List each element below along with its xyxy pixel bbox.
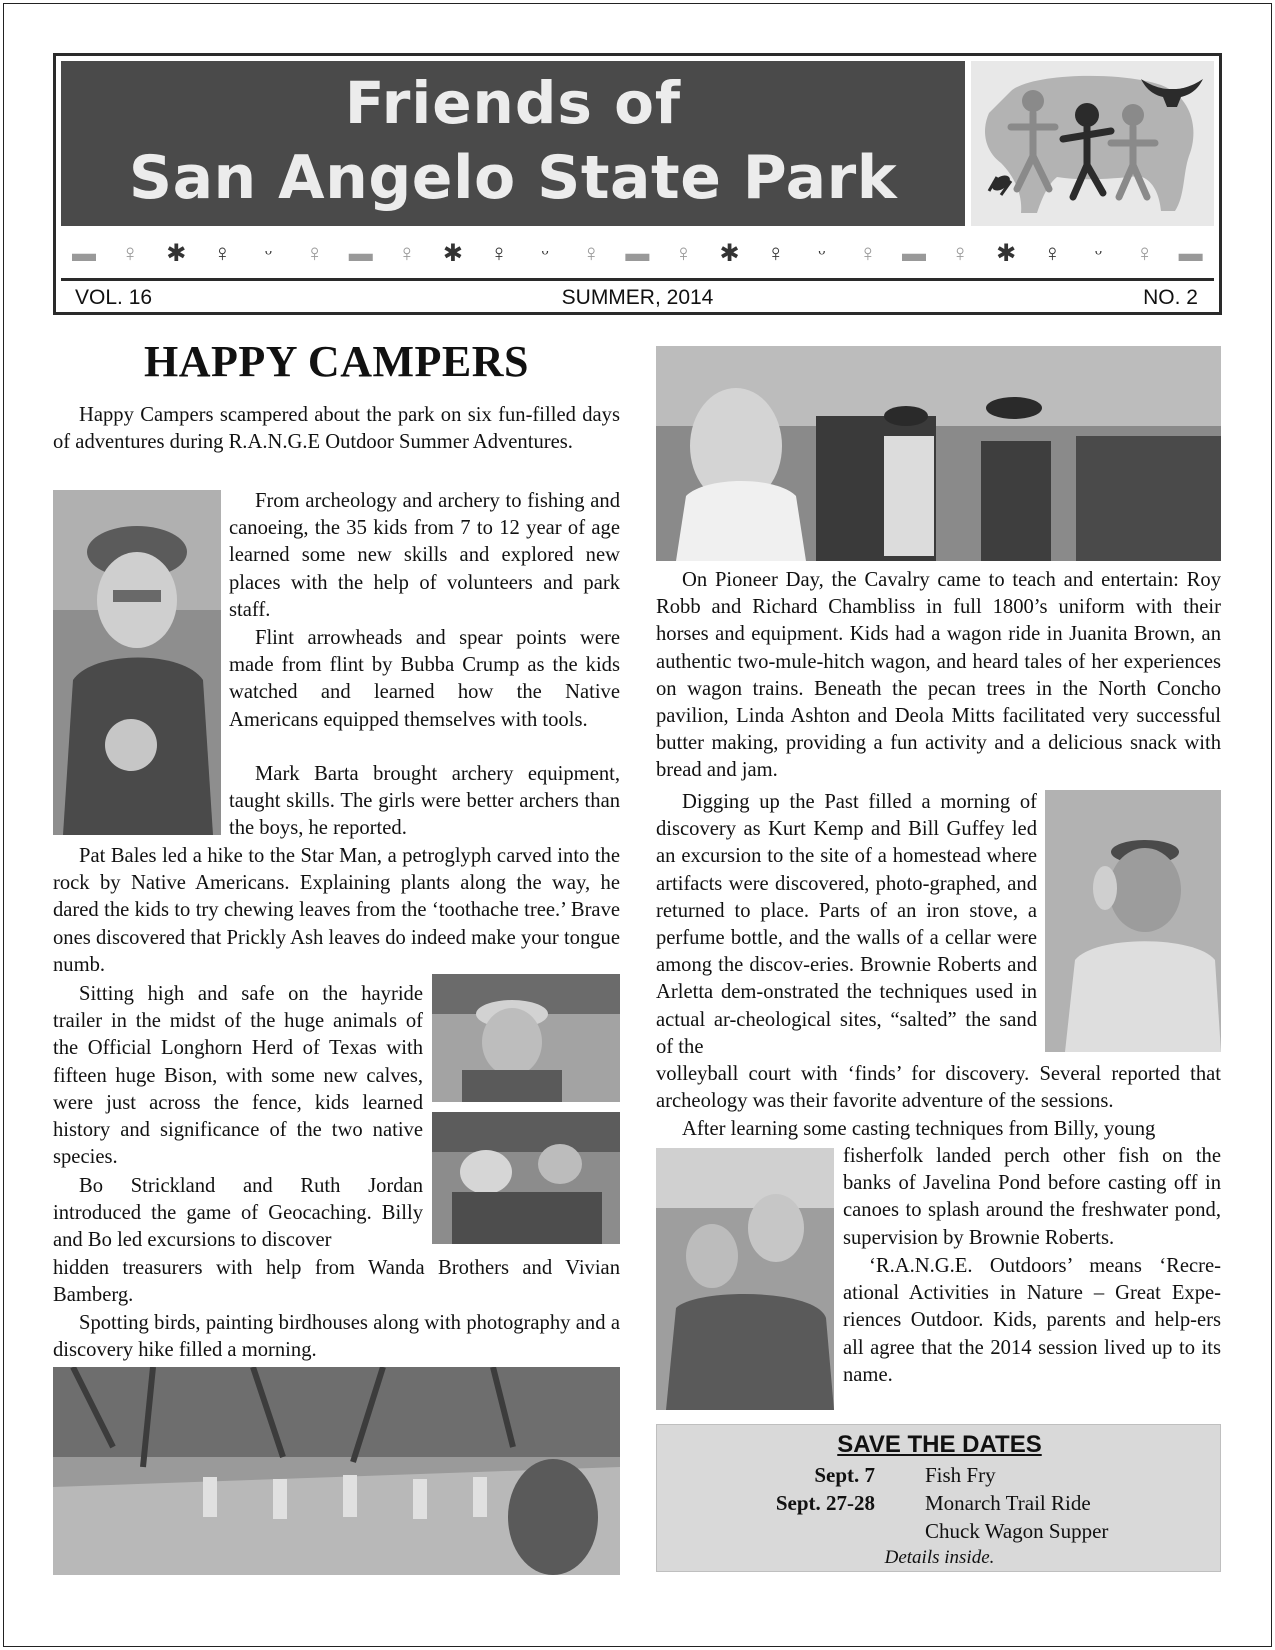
stick-figure-icon: ♀ — [674, 241, 693, 267]
col2-paragraph-3b: fisherfolk landed perch other fish on the banks of Javelina Pond before casting off in canoes to splash around the freshwater pond, supervision by Brownie Roberts. — [843, 1145, 1221, 1249]
stick-figure-icon: ♀ — [1135, 241, 1154, 267]
col1-paragraph-3: Flint arrowheads and spear points were made from flint by Bubba Crump as the kids watched and learned how the Native Americans equipped themselves with tools. — [229, 627, 620, 731]
article-headline: HAPPY CAMPERS — [144, 337, 529, 386]
stick-figure-icon: ♀ — [1043, 241, 1062, 267]
issue-info-bar — [61, 278, 1214, 312]
title-band — [61, 61, 965, 226]
save-the-dates-box — [656, 1424, 1221, 1572]
stick-figure-icon: ♀ — [305, 241, 324, 267]
event-date: Sept. 7 — [814, 1463, 875, 1487]
newsletter-title-line2: San Angelo State Park — [128, 143, 898, 213]
petroglyph-logo-art — [971, 61, 1214, 226]
petroglyph-symbol-strip — [61, 230, 1214, 278]
event-row — [657, 1491, 1222, 1519]
col1-paragraph-2: From archeology and archery to fishing and canoeing, the 35 kids from 7 to 12 year of age learned some new skills and explored new places with the help of volunteers and park staff. — [229, 490, 620, 621]
longhorn-icon: ᵕ — [541, 241, 549, 267]
photo-cavalry-pioneer-day — [656, 346, 1221, 561]
stick-figure-icon: ♀ — [121, 241, 140, 267]
col1-paragraph-6: Sitting high and safe on the hayride trailer in the midst of the huge animals of the Official Longhorn Herd of Texas with fifteen huge Bison, with some new calves, were just across the fence, kids learned history and significance of the two native species. — [53, 983, 423, 1169]
col2-paragraph-4: ‘R.A.N.G.E. Outdoors’ means ‘Recre-ational Activities in Nature – Great Expe-riences Outdoor. Kids, parents and help-ers all agree that the 2014 session lived up to its name. — [843, 1255, 1221, 1386]
save-the-dates-title: SAVE THE DATES — [837, 1431, 1042, 1458]
bison-icon: ▬ — [1178, 241, 1203, 267]
col1-paragraph-5: Pat Bales led a hike to the Star Man, a petroglyph carved into the rock by Native Americans. Explaining plants along the way, he dared the kids to try chewing leaves from the ‘toothache tree.’ Brave ones discovered that Prickly Ash leaves do indeed make your tongue numb. — [53, 845, 620, 976]
col1-paragraph-7a: Bo Strickland and Ruth Jordan introduced the game of Geocaching. Billy and Bo led excursions to discover — [53, 1175, 423, 1252]
newsletter-title-line1: Friends of — [344, 69, 682, 137]
details-note: Details inside. — [884, 1547, 995, 1568]
issue-date: SUMMER, 2014 — [561, 286, 714, 309]
col1-paragraph-8: Spotting birds, painting birdhouses along with photography and a discovery hike filled a morning. — [53, 1312, 620, 1362]
photo-man-holding-artifact — [1045, 790, 1221, 1052]
event-name: Fish Fry — [925, 1463, 996, 1487]
event-name: Chuck Wagon Supper — [925, 1519, 1109, 1543]
photo-boy-on-hayride — [432, 974, 620, 1102]
col2-paragraph-3a: After learning some casting techniques from Billy, young — [682, 1118, 1156, 1140]
col1-paragraph-1: Happy Campers scampered about the park on six fun-filled days of adventures during R.A.N.G.E Outdoor Summer Adventures. — [53, 404, 620, 454]
bison-icon: ▬ — [625, 241, 650, 267]
petroglyph-logo — [971, 61, 1214, 226]
longhorn-icon: ᵕ — [818, 241, 826, 267]
volume-label: VOL. 16 — [75, 286, 153, 309]
stick-figure-icon: ♀ — [766, 241, 785, 267]
photo-discovery-hike — [53, 1367, 620, 1575]
issue-number: NO. 2 — [1143, 286, 1198, 309]
bison-icon: ▬ — [72, 241, 97, 267]
lizard-icon — [989, 172, 1013, 195]
bison-icon: ▬ — [348, 241, 373, 267]
photo-kids-geocaching — [432, 1112, 620, 1244]
masthead — [53, 53, 1222, 315]
col2-paragraph-1: On Pioneer Day, the Cavalry came to teach and entertain: Roy Robb and Richard Chambliss in full 1800’s uniform with their horses and equipment. Kids had a wagon ride in Juanita Brown, an authentic two-mule-hitch wagon, and heard tales of her experiences on wagon trains. Beneath the pecan trees in the North Concho pavilion, Linda Ashton and Deola Mitts facilitated very successful butter making, providing a fun activity and a delicious snack with bread and jam. — [656, 569, 1221, 782]
lizard-icon: ✱ — [996, 241, 1017, 267]
bison-icon: ▬ — [902, 241, 927, 267]
stick-figure-icon: ♀ — [213, 241, 232, 267]
stick-figure-icon: ♀ — [582, 241, 601, 267]
longhorn-icon: ᵕ — [265, 241, 272, 267]
stick-figure-icon: ♀ — [858, 241, 877, 267]
event-row — [657, 1519, 1222, 1547]
col2-paragraph-2a: Digging up the Past filled a morning of discovery as Kurt Kemp and Bill Guffey led an excursion to the site of a homestead where artifacts were discovered, photo-graphed, and returned to place. Parts of an iron stove, a perfume bottle, and the walls of a cellar were among the discov-eries. Brownie Roberts and Arletta dem-onstrated the techniques used in actual ar-cheological sites, “salted” the sand of the — [656, 791, 1037, 1058]
photo-girls-fishing — [656, 1148, 834, 1410]
event-date: Sept. 27-28 — [775, 1491, 875, 1515]
event-name: Monarch Trail Ride — [925, 1491, 1091, 1515]
event-row — [657, 1463, 1222, 1491]
lizard-icon: ✱ — [166, 241, 187, 267]
col1-paragraph-4: Mark Barta brought archery equipment, taught skills. The girls were better archers than the boys, he reported. — [229, 763, 620, 840]
lizard-icon: ✱ — [442, 241, 463, 267]
stick-figure-icon: ♀ — [397, 241, 416, 267]
longhorn-icon: ᵕ — [1094, 241, 1102, 267]
col2-paragraph-2b: volleyball court with ‘finds’ for discovery. Several reported that archeology was their favorite adventure of the sessions. — [656, 1063, 1221, 1113]
photo-girl-with-arrowhead — [53, 490, 221, 835]
stick-figure-icon: ♀ — [951, 241, 970, 267]
lizard-icon: ✱ — [719, 241, 740, 267]
col1-paragraph-7b: hidden treasurers with help from Wanda Brothers and Vivian Bamberg. — [53, 1257, 620, 1307]
stick-figure-icon: ♀ — [490, 241, 509, 267]
